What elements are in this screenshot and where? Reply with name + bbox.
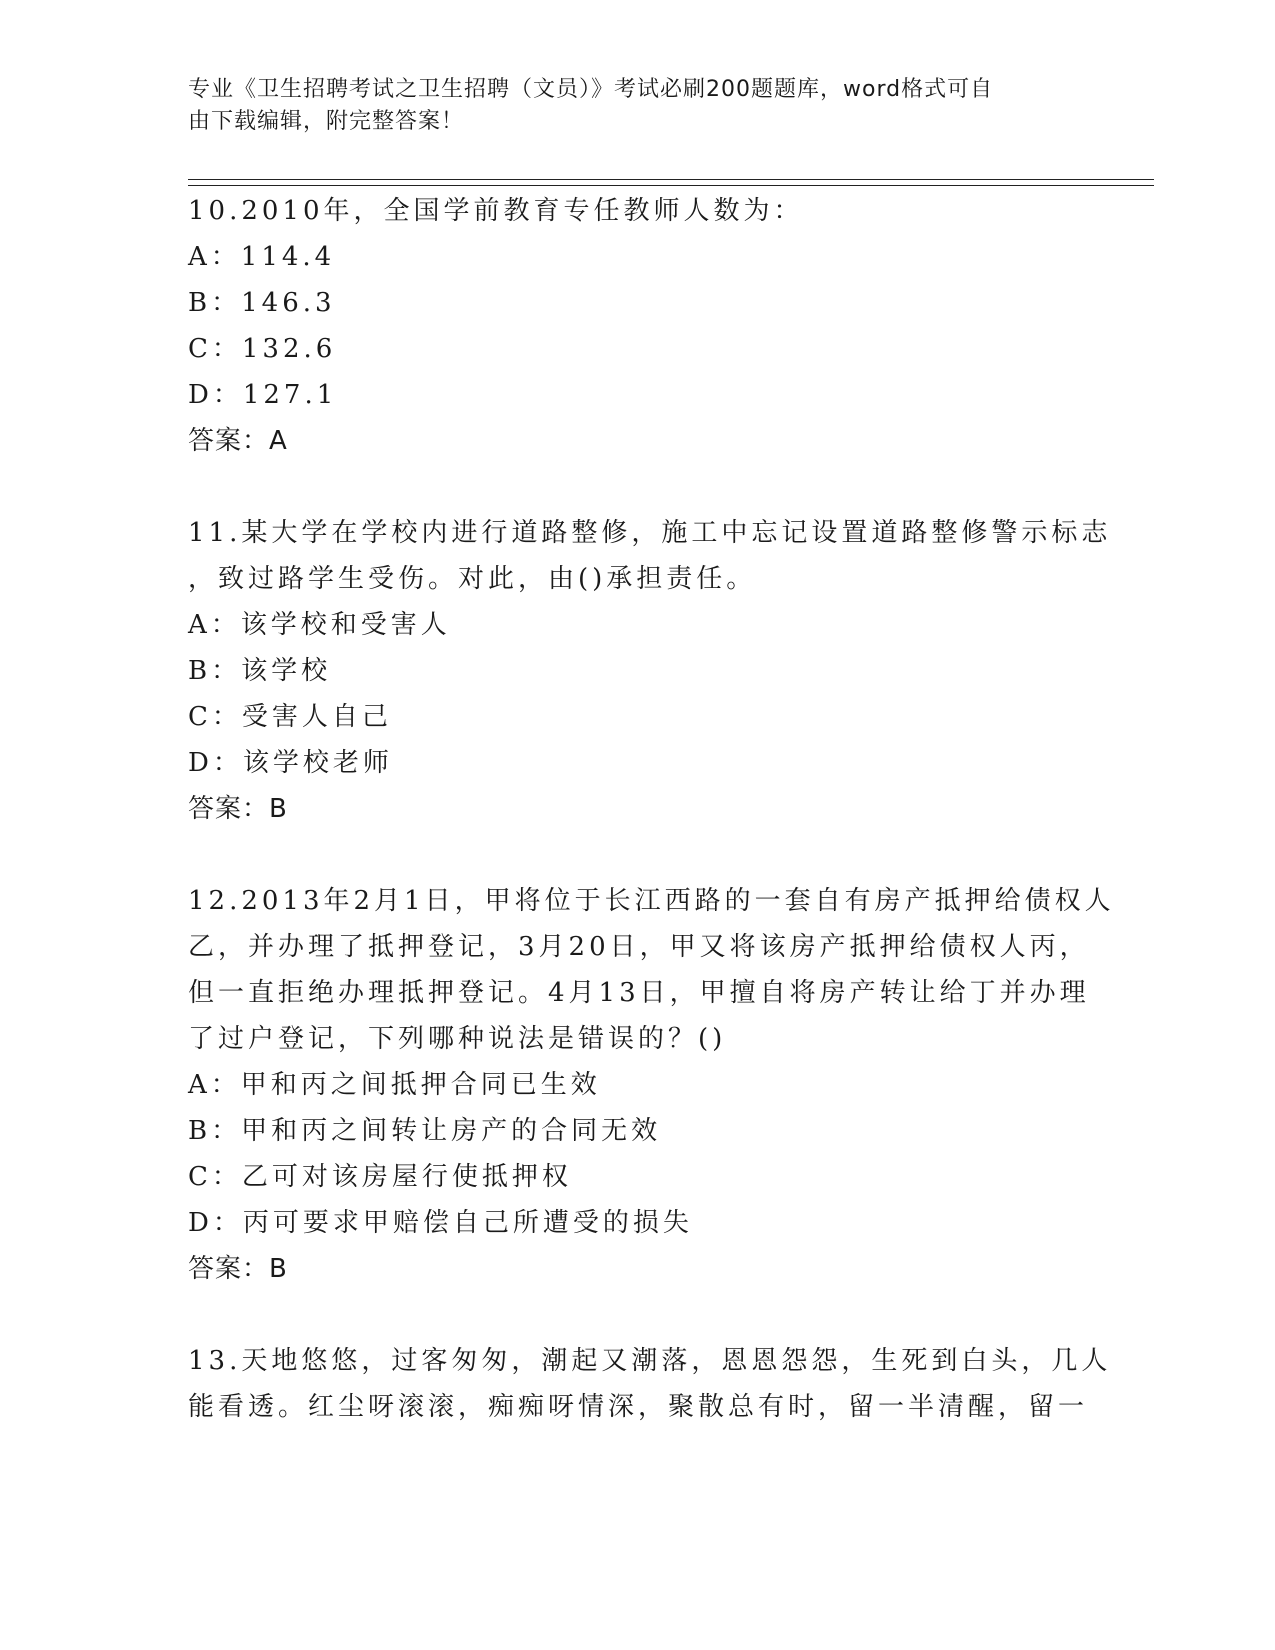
option-a: A：114.4 [188, 242, 336, 272]
document-header [188, 74, 1068, 138]
question-stem-line-3: 但一直拒绝办理抵押登记。4月13日，甲擅自将房产转让给丁并办理 [188, 978, 1090, 1008]
option-d: D：丙可要求甲赔偿自己所遭受的损失 [188, 1208, 693, 1238]
question-stem-line-1: 11.某大学在学校内进行道路整修，施工中忘记设置道路整修警示标志 [188, 518, 1112, 548]
question-stem-line-4: 了过户登记，下列哪种说法是错误的？() [188, 1024, 727, 1054]
answer-label: 答案：B [188, 794, 288, 824]
answer-label: 答案：A [188, 426, 288, 456]
question-spacer [188, 464, 1088, 510]
option-b: B：该学校 [188, 656, 332, 686]
header-rule-top [188, 179, 1154, 180]
option-c: C：132.6 [188, 334, 337, 364]
option-d: D：127.1 [188, 380, 338, 410]
option-c: C：乙可对该房屋行使抵押权 [188, 1162, 572, 1192]
question-list [188, 188, 1115, 1430]
option-d: D：该学校老师 [188, 748, 393, 778]
header-line-1: 专业《卫生招聘考试之卫生招聘（文员）》考试必刷200题题库，word格式可自 [188, 77, 994, 102]
option-b: B：146.3 [188, 288, 336, 318]
option-a: A：该学校和受害人 [188, 610, 451, 640]
question-stem-line-2: 能看透。红尘呀滚滚，痴痴呀情深，聚散总有时，留一半清醒，留一 [188, 1392, 1089, 1422]
option-c: C：受害人自己 [188, 702, 392, 732]
header-rule-bottom [188, 185, 1154, 186]
answer-label: 答案：B [188, 1254, 288, 1284]
question-11 [188, 510, 1112, 832]
question-stem-line-2: 乙，并办理了抵押登记，3月20日，甲又将该房产抵押给债权人丙， [188, 932, 1090, 962]
question-10 [188, 188, 1088, 464]
question-spacer [188, 1292, 1088, 1338]
question-13 [188, 1338, 1112, 1430]
question-12 [188, 878, 1115, 1292]
question-spacer [188, 832, 1088, 878]
option-b: B：甲和丙之间转让房产的合同无效 [188, 1116, 662, 1146]
question-stem-line-1: 12.2013年2月1日，甲将位于长江西路的一套自有房产抵押给债权人 [188, 886, 1115, 916]
option-a: A：甲和丙之间抵押合同已生效 [188, 1070, 601, 1100]
question-stem-line-1: 13.天地悠悠，过客匆匆，潮起又潮落，恩恩怨怨，生死到白头，几人 [188, 1346, 1112, 1376]
header-line-2: 由下载编辑，附完整答案！ [188, 109, 465, 134]
question-stem-line-2: ，致过路学生受伤。对此，由()承担责任。 [188, 564, 757, 594]
question-stem: 10.2010年，全国学前教育专任教师人数为： [188, 196, 804, 226]
